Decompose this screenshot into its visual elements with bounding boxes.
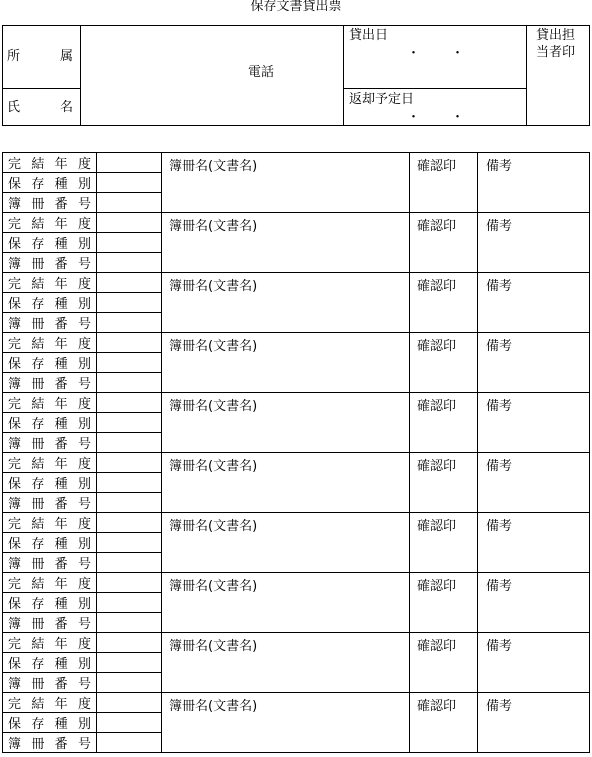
- completion-year-label-char: 結: [31, 157, 45, 172]
- book-number-label-char: 号: [77, 497, 91, 512]
- completion-year-label-char: 完: [8, 277, 22, 292]
- book-number-label-char: 番: [54, 317, 68, 332]
- book-number-label-char: 簿: [8, 437, 22, 452]
- retention-type-label-char: 別: [77, 537, 91, 552]
- book-number-label: [2, 732, 96, 752]
- book-number-label: [2, 672, 96, 692]
- lend-date-sep-2: ・: [451, 46, 465, 61]
- retention-type-label-char: 種: [54, 357, 68, 372]
- confirmation-stamp-field[interactable]: [409, 512, 477, 572]
- completion-year-label: [2, 632, 96, 652]
- book-number-label-char: 冊: [31, 377, 45, 392]
- book-number-label-char: 冊: [31, 557, 45, 572]
- completion-year-field[interactable]: [96, 572, 161, 592]
- lend-date-sep-1: ・: [407, 46, 421, 61]
- retention-type-label-char: 存: [31, 417, 45, 432]
- retention-type-label-char: 種: [54, 717, 68, 732]
- retention-type-label-char: 保: [8, 477, 22, 492]
- retention-type-label: [2, 292, 96, 312]
- completion-year-label-char: 結: [31, 217, 45, 232]
- confirmation-stamp-label: 確認印: [417, 159, 457, 174]
- book-number-label-char: 簿: [8, 497, 22, 512]
- remarks-label: 備考: [486, 399, 513, 414]
- confirmation-stamp-field[interactable]: [409, 692, 477, 752]
- completion-year-label-char: 度: [77, 217, 91, 232]
- retention-type-label: [2, 592, 96, 612]
- remarks-label: 備考: [486, 519, 513, 534]
- retention-type-label-char: 存: [31, 657, 45, 672]
- staff-stamp-label-2: 当者印: [536, 45, 576, 60]
- retention-type-label-char: 存: [31, 177, 45, 192]
- book-name-label: 簿冊名(文書名): [169, 159, 258, 174]
- completion-year-label-char: 度: [77, 637, 91, 652]
- book-number-label-char: 番: [54, 497, 68, 512]
- affiliation-label-right: 属: [60, 49, 74, 64]
- book-number-label-char: 号: [77, 737, 91, 752]
- retention-type-label-char: 保: [8, 657, 22, 672]
- book-name-field[interactable]: [161, 392, 409, 452]
- book-number-label-char: 号: [77, 677, 91, 692]
- completion-year-field[interactable]: [96, 512, 161, 532]
- book-number-label-char: 番: [54, 197, 68, 212]
- completion-year-label-char: 年: [54, 217, 68, 232]
- completion-year-label-char: 結: [31, 457, 45, 472]
- staff-stamp-label-1: 貸出担: [536, 28, 576, 43]
- return-date-sep-1: ・: [407, 110, 421, 125]
- completion-year-field[interactable]: [96, 632, 161, 652]
- retention-type-label-char: 保: [8, 297, 22, 312]
- retention-type-label: [2, 472, 96, 492]
- record-block: [2, 392, 590, 452]
- book-number-label-char: 簿: [8, 557, 22, 572]
- book-number-label: [2, 312, 96, 332]
- book-number-label-char: 冊: [31, 317, 45, 332]
- completion-year-label-char: 結: [31, 517, 45, 532]
- book-number-label-char: 冊: [31, 257, 45, 272]
- book-number-label-char: 簿: [8, 677, 22, 692]
- book-number-label: [2, 252, 96, 272]
- completion-year-label: [2, 572, 96, 592]
- confirmation-stamp-field[interactable]: [409, 212, 477, 272]
- retention-type-label-char: 別: [77, 237, 91, 252]
- book-name-field[interactable]: [161, 512, 409, 572]
- confirmation-stamp-label: 確認印: [417, 219, 457, 234]
- confirmation-stamp-label: 確認印: [417, 399, 457, 414]
- completion-year-label-char: 年: [54, 517, 68, 532]
- book-number-field[interactable]: [96, 312, 161, 332]
- retention-type-label: [2, 412, 96, 432]
- completion-year-field[interactable]: [96, 332, 161, 352]
- book-number-label: [2, 432, 96, 452]
- retention-type-label-char: 保: [8, 177, 22, 192]
- confirmation-stamp-field[interactable]: [409, 572, 477, 632]
- completion-year-label-char: 度: [77, 277, 91, 292]
- retention-type-label-char: 保: [8, 357, 22, 372]
- book-number-label-char: 番: [54, 677, 68, 692]
- book-number-label-char: 冊: [31, 497, 45, 512]
- confirmation-stamp-field[interactable]: [409, 152, 477, 212]
- completion-year-label-char: 年: [54, 457, 68, 472]
- record-block: [2, 572, 590, 632]
- book-number-label-char: 番: [54, 257, 68, 272]
- completion-year-label-char: 度: [77, 457, 91, 472]
- completion-year-label: [2, 212, 96, 232]
- completion-year-field[interactable]: [96, 272, 161, 292]
- book-number-field[interactable]: [96, 612, 161, 632]
- retention-type-label-char: 種: [54, 537, 68, 552]
- book-number-label-char: 番: [54, 557, 68, 572]
- record-block: [2, 152, 590, 212]
- book-number-label-char: 番: [54, 377, 68, 392]
- record-block: [2, 452, 590, 512]
- book-number-label-char: 簿: [8, 377, 22, 392]
- book-name-field[interactable]: [161, 212, 409, 272]
- book-number-label-char: 番: [54, 737, 68, 752]
- completion-year-label-char: 完: [8, 337, 22, 352]
- book-number-field[interactable]: [96, 252, 161, 272]
- confirmation-stamp-label: 確認印: [417, 519, 457, 534]
- completion-year-label-char: 度: [77, 397, 91, 412]
- retention-type-label-char: 保: [8, 537, 22, 552]
- completion-year-label-char: 度: [77, 517, 91, 532]
- remarks-field[interactable]: [477, 152, 590, 212]
- remarks-label: 備考: [486, 639, 513, 654]
- retention-type-field[interactable]: [96, 172, 161, 192]
- remarks-field[interactable]: [477, 392, 590, 452]
- retention-type-label-char: 存: [31, 357, 45, 372]
- completion-year-label-char: 年: [54, 577, 68, 592]
- retention-type-label: [2, 712, 96, 732]
- remarks-field[interactable]: [477, 632, 590, 692]
- retention-type-label-char: 別: [77, 657, 91, 672]
- completion-year-label-char: 結: [31, 397, 45, 412]
- confirmation-stamp-field[interactable]: [409, 392, 477, 452]
- retention-type-label-char: 保: [8, 417, 22, 432]
- remarks-field[interactable]: [477, 452, 590, 512]
- remarks-label: 備考: [486, 459, 513, 474]
- retention-type-label-char: 種: [54, 297, 68, 312]
- confirmation-stamp-label: 確認印: [417, 459, 457, 474]
- retention-type-label: [2, 532, 96, 552]
- remarks-field[interactable]: [477, 692, 590, 752]
- completion-year-label-char: 結: [31, 337, 45, 352]
- book-number-label-char: 簿: [8, 197, 22, 212]
- book-number-label-char: 号: [77, 317, 91, 332]
- retention-type-field[interactable]: [96, 232, 161, 252]
- retention-type-label: [2, 172, 96, 192]
- retention-type-field[interactable]: [96, 352, 161, 372]
- retention-type-label-char: 別: [77, 717, 91, 732]
- record-block: [2, 692, 590, 752]
- book-number-field[interactable]: [96, 552, 161, 572]
- retention-type-field[interactable]: [96, 592, 161, 612]
- book-name-label: 簿冊名(文書名): [169, 399, 258, 414]
- book-number-label-char: 号: [77, 617, 91, 632]
- book-number-label: [2, 192, 96, 212]
- book-name-label: 簿冊名(文書名): [169, 459, 258, 474]
- remarks-label: 備考: [486, 159, 513, 174]
- book-number-field[interactable]: [96, 732, 161, 752]
- record-block: [2, 512, 590, 572]
- remarks-field[interactable]: [477, 512, 590, 572]
- retention-type-field[interactable]: [96, 292, 161, 312]
- header-box: [2, 25, 590, 126]
- book-name-label: 簿冊名(文書名): [169, 279, 258, 294]
- affiliation-label-left: 所: [7, 49, 21, 64]
- book-number-label-char: 簿: [8, 617, 22, 632]
- completion-year-label-char: 度: [77, 577, 91, 592]
- name-label-right: 名: [60, 100, 74, 115]
- completion-year-field[interactable]: [96, 212, 161, 232]
- completion-year-label-char: 度: [77, 157, 91, 172]
- name-label-left: 氏: [7, 100, 21, 115]
- book-number-label-char: 冊: [31, 197, 45, 212]
- book-number-label-char: 号: [77, 257, 91, 272]
- completion-year-label-char: 結: [31, 697, 45, 712]
- completion-year-label-char: 度: [77, 697, 91, 712]
- completion-year-field[interactable]: [96, 152, 161, 172]
- book-number-label-char: 簿: [8, 317, 22, 332]
- confirmation-stamp-field[interactable]: [409, 332, 477, 392]
- lend-date-label: 貸出日: [349, 28, 389, 43]
- completion-year-label: [2, 692, 96, 712]
- remarks-field[interactable]: [477, 212, 590, 272]
- remarks-label: 備考: [486, 579, 513, 594]
- completion-year-label: [2, 332, 96, 352]
- book-number-label-char: 冊: [31, 437, 45, 452]
- confirmation-stamp-label: 確認印: [417, 339, 457, 354]
- retention-type-label-char: 保: [8, 237, 22, 252]
- record-block: [2, 272, 590, 332]
- record-block: [2, 632, 590, 692]
- retention-type-field[interactable]: [96, 652, 161, 672]
- book-name-label: 簿冊名(文書名): [169, 219, 258, 234]
- book-name-field[interactable]: [161, 332, 409, 392]
- retention-type-label-char: 保: [8, 597, 22, 612]
- retention-type-label-char: 別: [77, 297, 91, 312]
- retention-type-label-char: 存: [31, 297, 45, 312]
- retention-type-label-char: 種: [54, 417, 68, 432]
- completion-year-label-char: 結: [31, 277, 45, 292]
- book-name-field[interactable]: [161, 632, 409, 692]
- retention-type-field[interactable]: [96, 412, 161, 432]
- confirmation-stamp-label: 確認印: [417, 279, 457, 294]
- retention-type-label-char: 種: [54, 657, 68, 672]
- completion-year-field[interactable]: [96, 392, 161, 412]
- completion-year-label-char: 年: [54, 397, 68, 412]
- remarks-field[interactable]: [477, 272, 590, 332]
- grid-corner: [161, 752, 162, 753]
- book-name-field[interactable]: [161, 272, 409, 332]
- book-name-label: 簿冊名(文書名): [169, 339, 258, 354]
- book-number-field[interactable]: [96, 192, 161, 212]
- completion-year-label-char: 年: [54, 277, 68, 292]
- confirmation-stamp-label: 確認印: [417, 699, 457, 714]
- book-number-field[interactable]: [96, 672, 161, 692]
- book-number-field[interactable]: [96, 372, 161, 392]
- confirmation-stamp-label: 確認印: [417, 579, 457, 594]
- form-title: 保存文書貸出票: [250, 0, 342, 14]
- retention-type-label-char: 別: [77, 177, 91, 192]
- completion-year-label: [2, 512, 96, 532]
- record-block: [2, 332, 590, 392]
- remarks-field[interactable]: [477, 572, 590, 632]
- book-number-label-char: 号: [77, 377, 91, 392]
- book-name-label: 簿冊名(文書名): [169, 579, 258, 594]
- retention-type-label-char: 別: [77, 477, 91, 492]
- completion-year-label: [2, 152, 96, 172]
- completion-year-label-char: 年: [54, 157, 68, 172]
- retention-type-label-char: 種: [54, 597, 68, 612]
- completion-year-label-char: 結: [31, 637, 45, 652]
- book-number-label: [2, 492, 96, 512]
- completion-year-label-char: 結: [31, 577, 45, 592]
- record-grid: [2, 152, 590, 752]
- book-name-field[interactable]: [161, 692, 409, 752]
- book-number-label-char: 冊: [31, 677, 45, 692]
- completion-year-label-char: 年: [54, 337, 68, 352]
- completion-year-label-char: 完: [8, 697, 22, 712]
- retention-type-field[interactable]: [96, 712, 161, 732]
- book-number-label-char: 冊: [31, 737, 45, 752]
- completion-year-label: [2, 392, 96, 412]
- book-number-label-char: 簿: [8, 737, 22, 752]
- return-date-label: 返却予定日: [349, 92, 415, 107]
- book-number-field[interactable]: [96, 492, 161, 512]
- book-name-label: 簿冊名(文書名): [169, 639, 258, 654]
- completion-year-field[interactable]: [96, 692, 161, 712]
- retention-type-label: [2, 352, 96, 372]
- completion-year-label-char: 年: [54, 697, 68, 712]
- book-number-label: [2, 612, 96, 632]
- record-block: [2, 212, 590, 272]
- remarks-label: 備考: [486, 279, 513, 294]
- return-date-sep-2: ・: [451, 110, 465, 125]
- book-name-field[interactable]: [161, 572, 409, 632]
- book-number-label-char: 号: [77, 197, 91, 212]
- retention-type-label-char: 別: [77, 417, 91, 432]
- remarks-label: 備考: [486, 219, 513, 234]
- book-number-label-char: 簿: [8, 257, 22, 272]
- book-number-label: [2, 552, 96, 572]
- confirmation-stamp-label: 確認印: [417, 639, 457, 654]
- phone-label: 電話: [248, 65, 275, 80]
- retention-type-label-char: 別: [77, 597, 91, 612]
- book-number-label: [2, 372, 96, 392]
- completion-year-label-char: 完: [8, 577, 22, 592]
- retention-type-label-char: 存: [31, 597, 45, 612]
- remarks-label: 備考: [486, 699, 513, 714]
- completion-year-field[interactable]: [96, 452, 161, 472]
- completion-year-label-char: 完: [8, 397, 22, 412]
- completion-year-label-char: 完: [8, 157, 22, 172]
- retention-type-label: [2, 232, 96, 252]
- retention-type-label-char: 種: [54, 477, 68, 492]
- remarks-field[interactable]: [477, 332, 590, 392]
- retention-type-label-char: 存: [31, 537, 45, 552]
- book-name-field[interactable]: [161, 152, 409, 212]
- book-number-field[interactable]: [96, 432, 161, 452]
- book-name-label: 簿冊名(文書名): [169, 699, 258, 714]
- book-number-label-char: 号: [77, 557, 91, 572]
- confirmation-stamp-field[interactable]: [409, 452, 477, 512]
- retention-type-label-char: 存: [31, 717, 45, 732]
- completion-year-label-char: 完: [8, 517, 22, 532]
- book-number-label-char: 号: [77, 437, 91, 452]
- retention-type-label-char: 保: [8, 717, 22, 732]
- book-number-label-char: 番: [54, 617, 68, 632]
- book-number-label-char: 冊: [31, 617, 45, 632]
- retention-type-label-char: 存: [31, 237, 45, 252]
- completion-year-label-char: 完: [8, 637, 22, 652]
- retention-type-label-char: 種: [54, 237, 68, 252]
- completion-year-label-char: 完: [8, 217, 22, 232]
- book-number-label-char: 番: [54, 437, 68, 452]
- confirmation-stamp-field[interactable]: [409, 272, 477, 332]
- completion-year-label-char: 年: [54, 637, 68, 652]
- confirmation-stamp-field[interactable]: [409, 632, 477, 692]
- retention-type-label-char: 種: [54, 177, 68, 192]
- completion-year-label-char: 度: [77, 337, 91, 352]
- retention-type-label: [2, 652, 96, 672]
- book-name-label: 簿冊名(文書名): [169, 519, 258, 534]
- retention-type-field[interactable]: [96, 532, 161, 552]
- remarks-label: 備考: [486, 339, 513, 354]
- completion-year-label: [2, 452, 96, 472]
- completion-year-label: [2, 272, 96, 292]
- retention-type-label-char: 別: [77, 357, 91, 372]
- retention-type-label-char: 存: [31, 477, 45, 492]
- completion-year-label-char: 完: [8, 457, 22, 472]
- grid-bottom-border: [2, 752, 590, 753]
- retention-type-field[interactable]: [96, 472, 161, 492]
- book-name-field[interactable]: [161, 452, 409, 512]
